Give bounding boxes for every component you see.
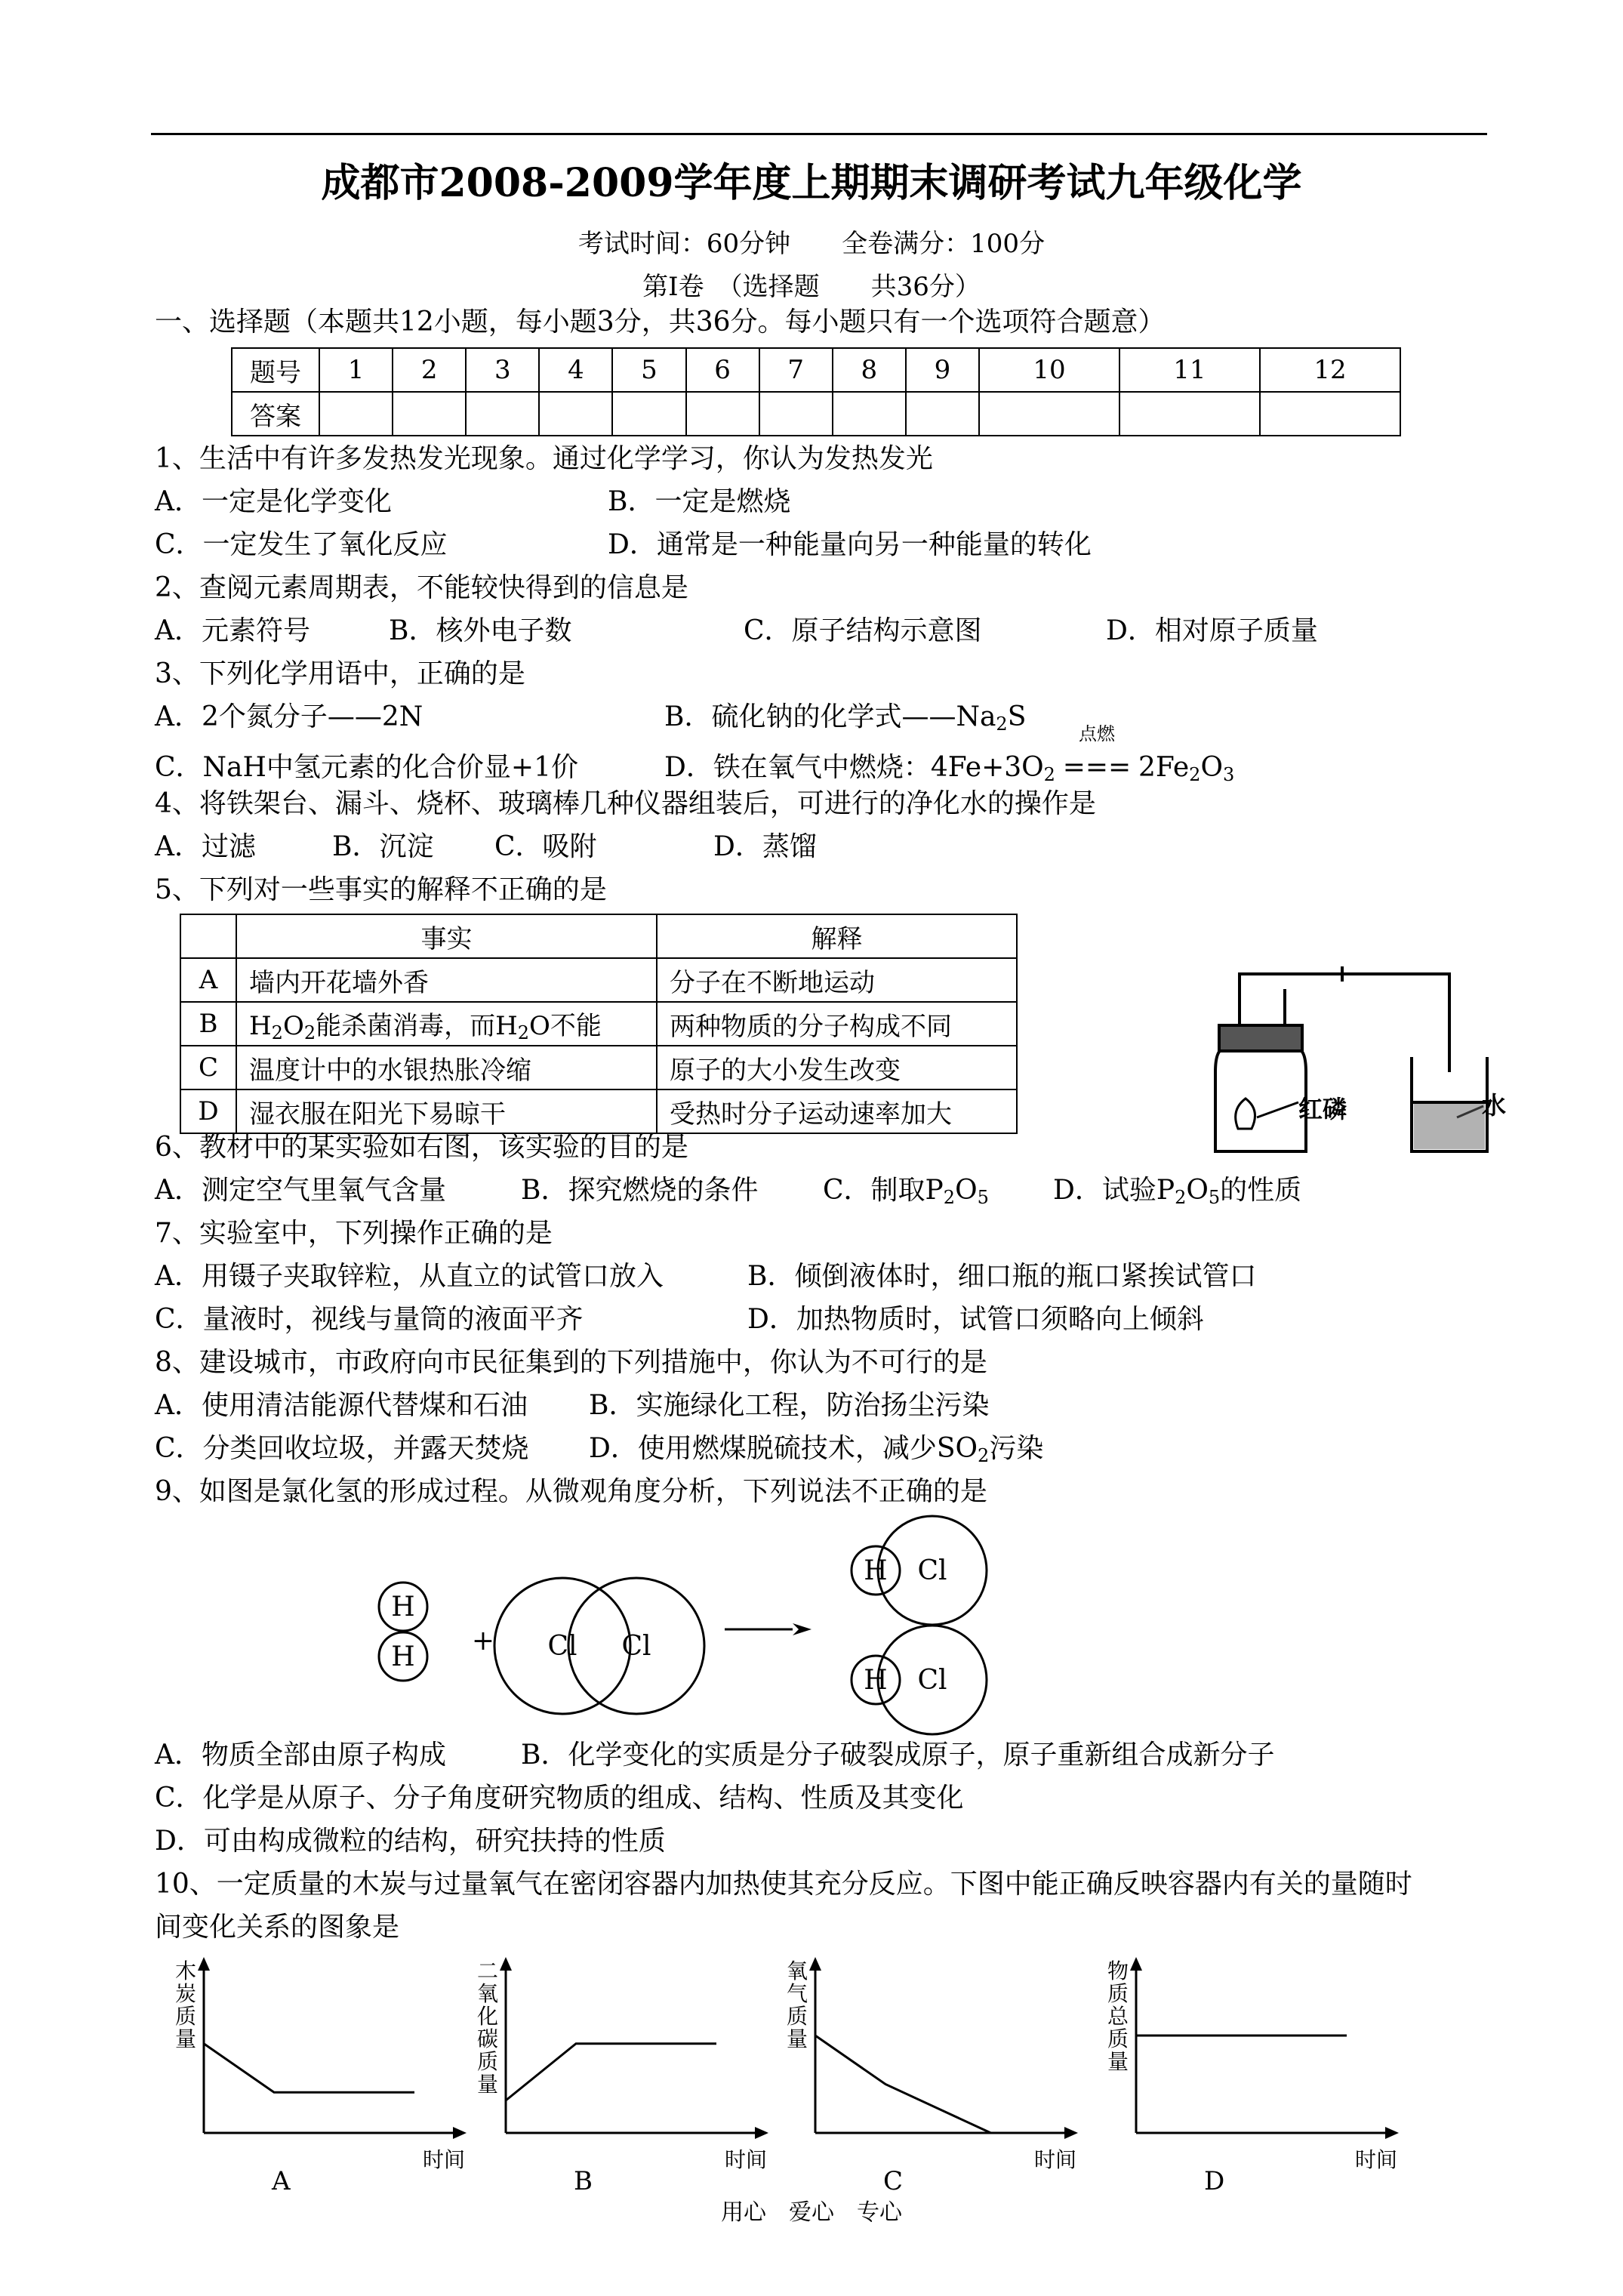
graph-line [815,2036,991,2133]
fact-text: H [249,1010,272,1041]
q4-option-b: B．沉淀 [332,831,434,862]
question-number: 10 [979,348,1119,392]
q3-d-text: D．铁在氧气中燃烧：4Fe+3O [664,752,1044,783]
arrow-head-icon [793,1623,812,1635]
q1-option-a: A．一定是化学变化 [155,486,392,517]
q3-d-sub: 2 [1189,764,1201,785]
x-axis-label: 时间 [1355,2147,1398,2172]
x-axis-label: 时间 [725,2147,768,2172]
graph-letter: B [574,2166,593,2196]
answer-cell[interactable] [1260,392,1400,436]
q6-d-sub: 2 [1175,1187,1187,1208]
q2-option-b: B．核外电子数 [389,615,572,646]
explanation-cell: 受热时分子运动速率加大 [657,1089,1017,1133]
answer-cell[interactable] [833,392,906,436]
q5-stem: 5、下列对一些事实的解释不正确的是 [155,874,607,905]
q4-stem: 4、将铁架台、漏斗、烧杯、玻璃棒几种仪器组装后，可进行的净化水的操作是 [155,788,1096,819]
arrow-up-icon [198,1957,210,1971]
q6-c-sub: 5 [977,1187,989,1208]
pointer [1257,1102,1298,1117]
q3-b-text: B．硫化钠的化学式——Na [664,701,996,732]
q8-option-a: A．使用清洁能源代替煤和石油 [155,1390,528,1421]
water-label: 水 [1482,1091,1507,1120]
q7-option-a: A．用镊子夹取锌粒，从直立的试管口放入 [155,1261,664,1292]
q2-stem: 2、查阅元素周期表，不能较快得到的信息是 [155,572,688,603]
part-title: 第Ⅰ卷 （选择题 共36分） [642,272,981,302]
q4-option-c: C．吸附 [494,831,597,862]
q4-option-a: A．过滤 [155,831,256,862]
cl-label: Cl [917,1555,947,1586]
graph-letter: A [272,2166,291,2196]
facts-row [180,1002,1017,1046]
q6-d-text: O [1186,1175,1209,1206]
fact-text: O [282,1010,304,1041]
q8-option-b: B．实施绿化工程，防治扬尘污染 [589,1390,990,1421]
q1-options [155,483,392,521]
row-key: C [180,1046,236,1089]
q9-option-d: D．可由构成微粒的结构，研究扶持的性质 [155,1826,666,1857]
x-axis-label: 时间 [1034,2147,1077,2172]
cl-label: Cl [917,1665,947,1696]
y-axis-label: 物质总质量 [1107,1959,1129,2074]
facts-header-explanation: 解释 [657,914,1017,958]
fact-cell: 温度计中的水银热胀冷缩 [236,1046,657,1089]
q8-option-c: C．分类回收垃圾，并露天焚烧 [155,1433,529,1464]
answer-table-header: 题号 [232,348,319,392]
answer-cell[interactable] [906,392,979,436]
fact-sub: 2 [271,1022,283,1043]
q2-option-a: A．元素符号 [155,615,310,646]
question-number: 9 [906,348,979,392]
q3-b-end: S [1007,701,1027,732]
fact-sub: 2 [303,1022,316,1043]
q6-d-text: D．试验P [1053,1175,1175,1206]
header-rule [151,133,1487,135]
question-number: 11 [1119,348,1260,392]
exam-info: 考试时间：60分钟 全卷满分：100分 [577,229,1046,259]
q2-option-c: C．原子结构示意图 [744,615,982,646]
footer: 用心 爱心 专心 [721,2199,902,2226]
arrow-up-icon [500,1957,512,1971]
arrow-right-icon [453,2127,467,2139]
graph-line [506,2044,716,2100]
question-number: 4 [539,348,612,392]
facts-table [180,914,1018,1134]
explanation-cell: 原子的大小发生改变 [657,1046,1017,1089]
arrow-up-icon [809,1957,821,1971]
arrow-right-icon [755,2127,768,2139]
question-number: 6 [686,348,759,392]
answer-table [231,347,1401,436]
answer-cell[interactable] [319,392,393,436]
plus-sign: + [471,1626,495,1657]
q7-option-c: C．量液时，视线与量筒的液面平齐 [155,1304,584,1335]
question-number: 3 [466,348,539,392]
reaction-condition [1055,723,1138,787]
answer-table-number-row [232,348,1400,392]
q3-d-sub: 2 [1043,764,1055,785]
q4-option-d: D．蒸馏 [713,831,817,862]
q7-option-b: B．倾倒液体时，细口瓶的瓶口紧挨试管口 [747,1261,1257,1292]
question-number: 1 [319,348,393,392]
q8-d-sub: 2 [978,1445,990,1466]
q7-option-d: D．加热物质时，试管口须略向上倾斜 [747,1304,1204,1335]
q3-option-c: C．NaH中氢元素的化合价显+1价 [155,752,578,783]
y-axis-label: 二氧化碳质量 [477,1959,499,2097]
q6-c-text: O [955,1175,978,1206]
answer-cell[interactable] [759,392,833,436]
q6-option-b: B．探究燃烧的条件 [521,1175,759,1206]
fact-cell [236,1002,657,1046]
facts-header-fact: 事实 [236,914,657,958]
q9-stem: 9、如图是氯化氢的形成过程。从微观角度分析，下列说法不正确的是 [155,1476,987,1507]
q3-b-sub: 2 [996,713,1008,735]
fact-cell: 墙内开花墙外香 [236,958,657,1002]
facts-corner [180,914,236,958]
arrow-right-icon [1064,2127,1078,2139]
arrow-up-icon [1130,1957,1142,1971]
h-label: H [864,1665,888,1696]
explanation-cell: 分子在不断地运动 [657,958,1017,1002]
explanation-cell: 两种物质的分子构成不同 [657,1002,1017,1046]
fact-text: 能杀菌消毒，而H [316,1010,518,1041]
q6-c-sub: 2 [943,1187,956,1208]
page-title: 成都市2008-2009学年度上期期末调研考试九年级化学 [321,160,1302,206]
q9-option-b: B．化学变化的实质是分子破裂成原子，原子重新组合成新分子 [521,1740,1275,1771]
answer-cell[interactable] [393,392,466,436]
q8-d-text: 污染 [989,1433,1044,1464]
q6-option-a: A．测定空气里氧气含量 [155,1175,446,1206]
section-heading: 一、选择题（本题共12小题，每小题3分，共36分。每小题只有一个选项符合题意） [155,307,1166,337]
stopper [1219,1025,1302,1051]
red-phosphorus-label: 红磷 [1298,1095,1347,1123]
flame-icon [1236,1099,1255,1129]
q6-option-c [823,1172,989,1216]
graph-letter: C [883,2166,904,2196]
graph-line [204,2044,414,2093]
fact-sub: 2 [517,1022,530,1043]
q1-option-b: B．一定是燃烧 [608,486,791,517]
q6-c-text: C．制取P [823,1175,944,1206]
q6-stem: 6、教材中的某实验如右图，该实验的目的是 [155,1132,688,1163]
q6-d-sub: 5 [1208,1187,1221,1208]
cl-label: Cl [547,1631,577,1662]
hcl-formation-diagram [362,1518,1012,1744]
x-axis-label: 时间 [423,2147,466,2172]
q3-option-b [664,698,1026,743]
q8-option-d [589,1430,1043,1475]
fact-cell: 湿衣服在阳光下易晾干 [236,1089,657,1133]
q3-d-product: O [1200,752,1223,783]
q2-option-d: D．相对原子质量 [1106,615,1318,646]
q10-graphs [151,1948,1480,2196]
q3-option-a: A．2个氮分子——2N [155,701,423,732]
question-number: 12 [1260,348,1400,392]
h-label: H [391,1592,415,1623]
row-key: B [180,1002,236,1046]
graph-letter: D [1204,2166,1225,2196]
q6-option-d [1053,1172,1301,1216]
q1-option-d: D．通常是一种能量向另一种能量的转化 [608,529,1092,560]
row-key: D [180,1089,236,1133]
answer-cell[interactable] [539,392,612,436]
q9-option-c: C．化学是从原子、分子角度研究物质的组成、结构、性质及其变化 [155,1783,964,1814]
facts-row [180,958,1017,1002]
answer-cell[interactable] [686,392,759,436]
facts-row [180,1089,1017,1133]
bottle [1215,1049,1306,1151]
q3-stem: 3、下列化学用语中，正确的是 [155,658,525,689]
q1-option-c: C．一定发生了氧化反应 [155,529,448,560]
condition-label: 点燃 [1078,723,1115,744]
cl-label: Cl [621,1631,651,1662]
q3-d-product: 2Fe [1138,752,1190,783]
water-fill [1414,1104,1485,1149]
fact-text: O不能 [529,1010,602,1041]
equals-sign: === [1062,752,1132,783]
q8-d-text: D．使用燃煤脱硫技术，减少SO [589,1433,978,1464]
q9-option-a: A．物质全部由原子构成 [155,1740,446,1771]
y-axis-label: 木炭质量 [175,1959,197,2051]
apparatus-figure [1185,959,1507,1163]
q10-stem: 10、一定质量的木炭与过量氧气在密闭容器内加热使其充分反应。下图中能正确反映容器内有关的量随时 [155,1869,1412,1900]
facts-row [180,1046,1017,1089]
answer-cell[interactable] [466,392,539,436]
glass-tube [1240,974,1449,1072]
question-number: 5 [612,348,685,392]
h-label: H [391,1641,415,1672]
answer-table-header: 答案 [232,392,319,436]
q1-stem: 1、生活中有许多发热发光现象。通过化学学习，你认为发热发光 [155,443,933,474]
question-number: 2 [393,348,466,392]
q6-d-text: 的性质 [1220,1175,1302,1206]
q3-d-sub: 3 [1222,764,1235,785]
row-key: A [180,958,236,1002]
answer-cell[interactable] [612,392,685,436]
answer-cell[interactable] [1119,392,1260,436]
question-number: 8 [833,348,906,392]
y-axis-label: 氧气质量 [787,1959,808,2051]
h-label: H [864,1555,888,1586]
q7-stem: 7、实验室中，下列操作正确的是 [155,1218,553,1249]
answer-cell[interactable] [979,392,1119,436]
arrow-right-icon [1385,2127,1399,2139]
answer-table-answer-row [232,392,1400,436]
question-number: 7 [759,348,833,392]
q8-stem: 8、建设城市，市政府向市民征集到的下列措施中，你认为不可行的是 [155,1347,987,1378]
q10-stem-cont: 间变化关系的图象是 [155,1912,400,1943]
